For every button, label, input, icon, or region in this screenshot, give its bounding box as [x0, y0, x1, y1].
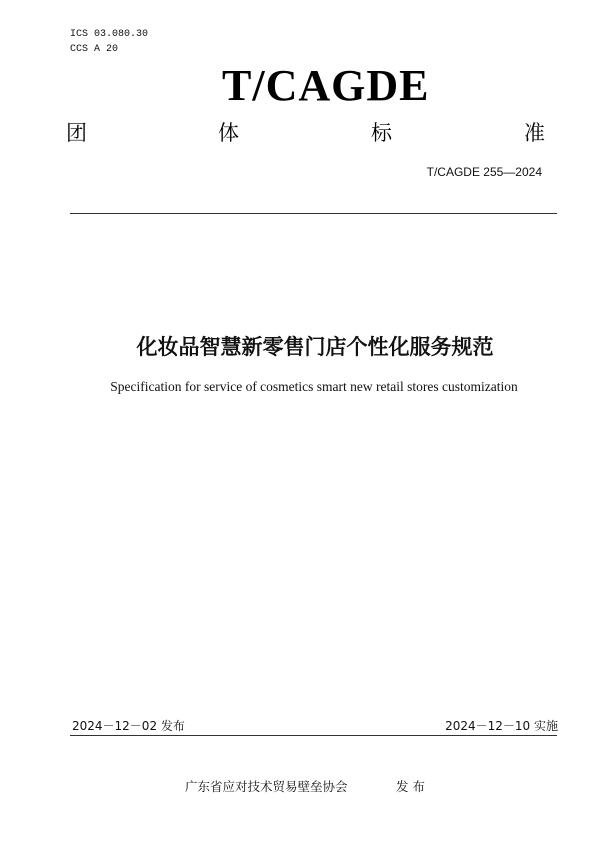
organization-brand: T/CAGDE [222, 61, 430, 110]
publish-action: 发 布 [396, 779, 425, 794]
ccs-code: CCS A 20 [70, 44, 119, 55]
title-english: Specification for service of cosmetics smart new retail stores customization [110, 379, 518, 394]
header-divider [70, 213, 557, 214]
standard-kind-char-1: 团 [66, 121, 87, 145]
publisher-name: 广东省应对技术贸易壁垒协会 [185, 779, 348, 794]
standard-kind-char-3: 标 [371, 121, 392, 145]
ics-code: ICS 03.080.30 [70, 29, 149, 40]
standard-kind-char-2: 体 [218, 121, 239, 145]
implementation-date: 2024－12－10 实施 [445, 719, 558, 733]
issue-date: 2024－12－02 发布 [72, 719, 185, 733]
title-chinese: 化妆品智慧新零售门店个性化服务规范 [136, 335, 494, 359]
standard-kind-char-4: 准 [524, 121, 545, 145]
footer-divider [70, 735, 557, 736]
standard-number: T/CAGDE 255—2024 [426, 165, 542, 179]
